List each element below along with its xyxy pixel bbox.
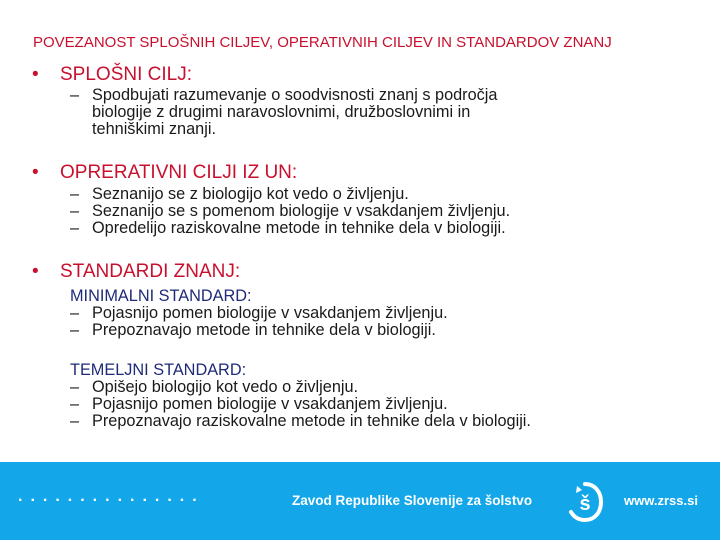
list-item-text: Pojasnijo pomen biologije v vsakdanjem življenju. <box>92 304 448 322</box>
list-item <box>70 305 448 322</box>
dash-marker: – <box>70 202 80 220</box>
footer-dots: ............... <box>18 488 205 505</box>
list-item-text: Prepoznavajo metode in tehnike dela v biologiji. <box>92 321 436 339</box>
section-heading-text: SPLOŠNI CILJ: <box>60 64 192 85</box>
list-item <box>70 413 531 430</box>
list-item <box>70 379 531 396</box>
minimalni-standard-block <box>70 288 448 339</box>
section-heading-operativni-cilji <box>32 162 297 184</box>
dash-marker: – <box>70 86 80 104</box>
section-body-splosni-cilj <box>70 87 497 138</box>
list-item-text: Opišejo biologijo kot vedo o življenju. <box>92 378 359 396</box>
dash-marker: – <box>70 378 80 396</box>
dash-marker: – <box>70 412 80 430</box>
temeljni-standard-block <box>70 362 531 430</box>
list-item-text: Seznanijo se s pomenom biologije v vsakdanjem življenju. <box>92 202 511 220</box>
list-item-line: tehniškimi znanji. <box>92 120 216 138</box>
section-heading-text: OPRERATIVNI CILJI IZ UN: <box>60 162 298 183</box>
list-item <box>70 322 448 339</box>
list-item <box>70 396 531 413</box>
footer-organization: Zavod Republike Slovenije za šolstvo <box>292 493 533 508</box>
list-item-text: Opredelijo raziskovalne metode in tehnike dela v biologiji. <box>92 219 506 237</box>
footer-bar <box>0 462 720 540</box>
section-heading-splosni-cilj <box>32 64 192 86</box>
dash-marker: – <box>70 185 80 203</box>
svg-text:š: š <box>579 493 591 515</box>
temeljni-standard-title: TEMELJNI STANDARD: <box>70 361 247 379</box>
list-item <box>70 186 510 203</box>
list-item-text: Prepoznavajo raziskovalne metode in tehnike dela v biologiji. <box>92 412 531 430</box>
section-heading-text: STANDARDI ZNANJ: <box>60 261 241 282</box>
dash-marker: – <box>70 321 80 339</box>
list-item-line: biologije z drugimi naravoslovnimi, družboslovnimi in <box>92 103 471 121</box>
dash-marker: – <box>70 395 80 413</box>
list-item <box>70 203 510 220</box>
list-item-text: Seznanijo se z biologijo kot vedo o življenju. <box>92 185 409 203</box>
dash-marker: – <box>70 219 80 237</box>
list-item <box>70 220 510 237</box>
list-item-line: Spodbujati razumevanje o soodvisnosti znanj s področja <box>92 86 498 104</box>
bullet-icon: • <box>32 64 39 85</box>
list-item-text <box>92 87 497 138</box>
list-item <box>70 87 497 138</box>
list-item-text: Pojasnijo pomen biologije v vsakdanjem življenju. <box>92 395 448 413</box>
minimalni-standard-title: MINIMALNI STANDARD: <box>70 287 252 305</box>
section-heading-standardi-znanj <box>32 261 240 283</box>
section-body-operativni-cilji <box>70 186 510 237</box>
bullet-icon: • <box>32 261 39 282</box>
footer-url: www.zrss.si <box>624 493 698 508</box>
dash-marker: – <box>70 304 80 322</box>
zrss-logo-icon <box>565 480 605 524</box>
bullet-icon: • <box>32 162 39 183</box>
slide-title: POVEZANOST SPLOŠNIH CILJEV, OPERATIVNIH CILJEV IN STANDARDOV ZNANJ <box>33 34 612 51</box>
